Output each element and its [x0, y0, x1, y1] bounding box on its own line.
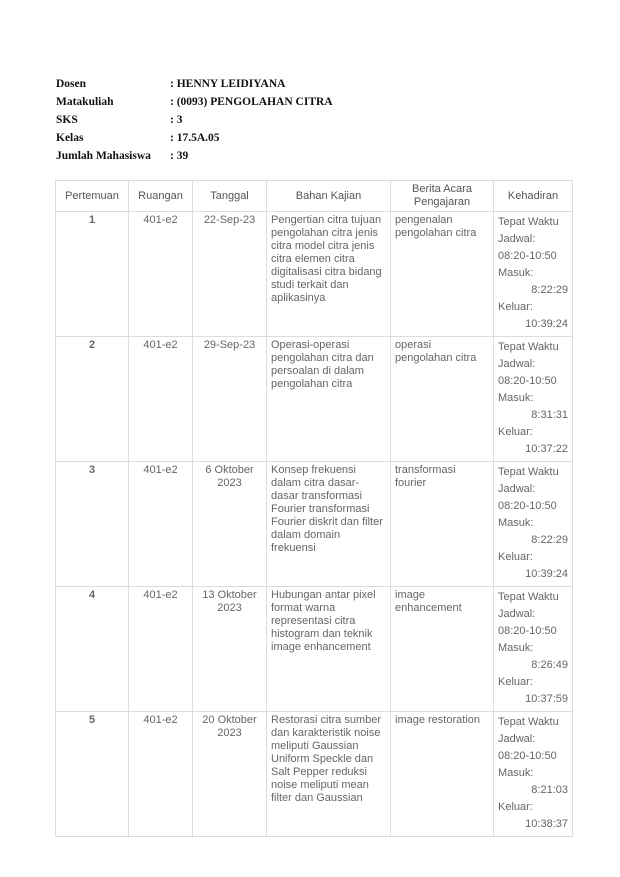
info-label: Jumlah Mahasiswa — [56, 150, 151, 162]
kehadiran-keluar-value: 10:39:24 — [525, 318, 568, 330]
kehadiran-masuk-label: Masuk: — [498, 767, 534, 779]
column-header-tanggal: Tanggal — [193, 181, 267, 212]
kehadiran-keluar-label: Keluar: — [498, 801, 533, 813]
column-header-kehadiran: Kehadiran — [494, 181, 573, 212]
table-header-row — [56, 181, 573, 212]
kehadiran-masuk-value: 8:21:03 — [531, 784, 568, 796]
cell-pertemuan: 3 — [56, 462, 129, 587]
column-header-bahan-kajian: Bahan Kajian — [267, 181, 391, 212]
info-value: : HENNY LEIDIYANA — [170, 78, 286, 90]
cell-ruangan: 401-e2 — [129, 462, 193, 587]
info-value: : 39 — [170, 150, 189, 162]
table-row — [56, 712, 573, 837]
info-label: Kelas — [56, 132, 84, 144]
info-row-dosen — [56, 75, 333, 93]
cell-pertemuan: 2 — [56, 337, 129, 462]
kehadiran-status: Tepat Waktu — [498, 716, 559, 728]
attendance-table — [55, 180, 573, 837]
kehadiran-jadwal-label: Jadwal: — [498, 608, 536, 620]
cell-tanggal: 13 Oktober 2023 — [193, 587, 267, 712]
info-label: Dosen — [56, 78, 87, 90]
kehadiran-keluar-label: Keluar: — [498, 676, 533, 688]
kehadiran-masuk-label: Masuk: — [498, 517, 534, 529]
kehadiran-masuk-label: Masuk: — [498, 642, 534, 654]
cell-tanggal: 29-Sep-23 — [193, 337, 267, 462]
kehadiran-jadwal-value: 08:20-10:50 — [498, 500, 557, 512]
info-row-kelas — [56, 129, 333, 147]
cell-bahan-kajian: Hubungan antar pixel format warna representasi citra histogram dan teknik image enhancement — [267, 587, 391, 712]
info-value: : 17.5A.05 — [170, 132, 220, 144]
kehadiran-masuk-value: 8:22:29 — [531, 534, 568, 546]
kehadiran-keluar-value: 10:37:59 — [525, 693, 568, 705]
cell-kehadiran — [494, 462, 573, 587]
cell-ruangan: 401-e2 — [129, 712, 193, 837]
kehadiran-masuk-value: 8:31:31 — [531, 409, 568, 421]
cell-bahan-kajian: Konsep frekuensi dalam citra dasar-dasar transformasi Fourier transformasi Fourier diskrit dan filter dalam domain frekuensi — [267, 462, 391, 587]
cell-berita-acara: transformasi fourier — [391, 462, 494, 587]
kehadiran-keluar-label: Keluar: — [498, 551, 533, 563]
kehadiran-jadwal-label: Jadwal: — [498, 358, 536, 370]
kehadiran-masuk-value: 8:26:49 — [531, 659, 568, 671]
table-row — [56, 462, 573, 587]
cell-berita-acara: operasi pengolahan citra — [391, 337, 494, 462]
table-row — [56, 587, 573, 712]
cell-ruangan: 401-e2 — [129, 212, 193, 337]
cell-bahan-kajian: Restorasi citra sumber dan karakteristik noise meliputi Gaussian Uniform Speckle dan Salt Pepper reduksi noise meliputi mean filter dan Gaussian — [267, 712, 391, 837]
kehadiran-jadwal-value: 08:20-10:50 — [498, 375, 557, 387]
info-row-matakuliah — [56, 93, 333, 111]
cell-berita-acara: image enhancement — [391, 587, 494, 712]
info-label: Matakuliah — [56, 96, 114, 108]
info-value: : 3 — [170, 114, 183, 126]
table-row — [56, 212, 573, 337]
kehadiran-jadwal-label: Jadwal: — [498, 233, 536, 245]
cell-tanggal: 22-Sep-23 — [193, 212, 267, 337]
kehadiran-keluar-value: 10:38:37 — [525, 818, 568, 830]
cell-pertemuan: 4 — [56, 587, 129, 712]
kehadiran-jadwal-label: Jadwal: — [498, 733, 536, 745]
kehadiran-keluar-value: 10:37:22 — [525, 443, 568, 455]
kehadiran-status: Tepat Waktu — [498, 216, 559, 228]
info-row-jumlah-mahasiswa — [56, 147, 333, 165]
cell-ruangan: 401-e2 — [129, 337, 193, 462]
cell-pertemuan: 5 — [56, 712, 129, 837]
column-header-pertemuan: Pertemuan — [56, 181, 129, 212]
cell-kehadiran — [494, 337, 573, 462]
info-row-sks — [56, 111, 333, 129]
kehadiran-jadwal-label: Jadwal: — [498, 483, 536, 495]
cell-bahan-kajian: Operasi-operasi pengolahan citra dan persoalan di dalam pengolahan citra — [267, 337, 391, 462]
info-value: : (0093) PENGOLAHAN CITRA — [170, 96, 333, 108]
kehadiran-keluar-value: 10:39:24 — [525, 568, 568, 580]
cell-kehadiran — [494, 212, 573, 337]
cell-berita-acara: image restoration — [391, 712, 494, 837]
kehadiran-keluar-label: Keluar: — [498, 426, 533, 438]
column-header-ruangan: Ruangan — [129, 181, 193, 212]
cell-kehadiran — [494, 712, 573, 837]
info-label: SKS — [56, 114, 78, 126]
cell-kehadiran — [494, 587, 573, 712]
kehadiran-masuk-label: Masuk: — [498, 392, 534, 404]
kehadiran-status: Tepat Waktu — [498, 591, 559, 603]
cell-ruangan: 401-e2 — [129, 587, 193, 712]
kehadiran-keluar-label: Keluar: — [498, 301, 533, 313]
cell-bahan-kajian: Pengertian citra tujuan pengolahan citra jenis citra model citra jenis citra elemen citra digitalisasi citra bidang studi terkait dan aplikasinya — [267, 212, 391, 337]
kehadiran-jadwal-value: 08:20-10:50 — [498, 250, 557, 262]
course-info — [56, 75, 333, 165]
column-header-berita-acara: Berita Acara Pengajaran — [391, 181, 494, 212]
kehadiran-masuk-label: Masuk: — [498, 267, 534, 279]
kehadiran-status: Tepat Waktu — [498, 466, 559, 478]
kehadiran-masuk-value: 8:22:29 — [531, 284, 568, 296]
kehadiran-jadwal-value: 08:20-10:50 — [498, 750, 557, 762]
kehadiran-jadwal-value: 08:20-10:50 — [498, 625, 557, 637]
cell-pertemuan: 1 — [56, 212, 129, 337]
kehadiran-status: Tepat Waktu — [498, 341, 559, 353]
table-row — [56, 337, 573, 462]
cell-tanggal: 20 Oktober 2023 — [193, 712, 267, 837]
cell-tanggal: 6 Oktober 2023 — [193, 462, 267, 587]
cell-berita-acara: pengenalan pengolahan citra — [391, 212, 494, 337]
